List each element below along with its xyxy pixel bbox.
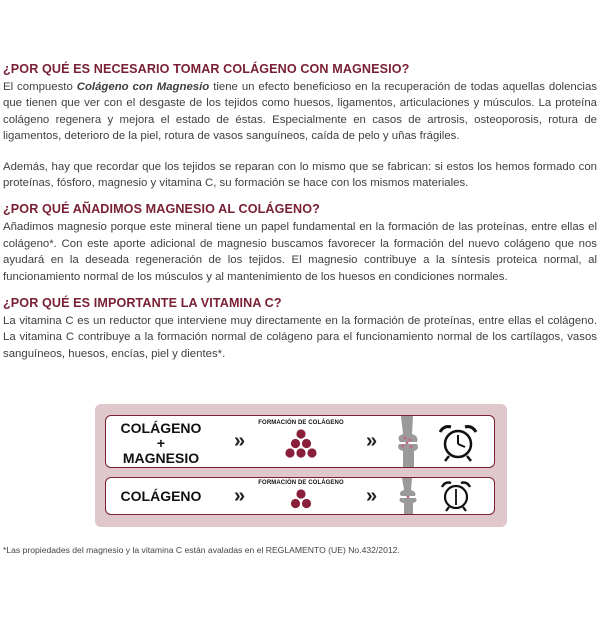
paragraph-magnesium: Añadimos magnesio porque este mineral tiene un papel fundamental en la formación de las proteínas, entre ellas el colágeno*. Con este aporte adicional de magnesio buscamos favorecer la formación del nuevo colágeno que nos ayudará en la deseada regeneración de los tejidos. El magnesio contribuye a la síntesis proteica normal, al funcionamiento normal de los músculos y al mantenimiento de los huesos en condiciones normales. (3, 221, 597, 283)
paragraph-compound-pre: El compuesto (3, 81, 77, 93)
dot (302, 499, 311, 508)
dot (302, 439, 311, 448)
heading-why-add-magnesium: ¿POR QUÉ AÑADIMOS MAGNESIO AL COLÁGENO? (3, 202, 320, 217)
dot (291, 499, 300, 508)
heading-why-collagen-magnesium: ¿POR QUÉ ES NECESARIO TOMAR COLÁGENO CON MAGNESIO? (3, 62, 410, 76)
row1-label (106, 421, 216, 466)
formation-label: FORMACIÓN DE COLÁGENO (258, 420, 344, 426)
alarm-clock-icon (439, 480, 473, 512)
label-magnesium: MAGNESIO (122, 450, 200, 466)
paragraph-compound-post: tiene un efecto beneficioso en la recuperación de todas aquellas dolencias que tienen que ver con el desgaste de los tejidos como huesos, ligamentos, articulaciones y músculos. La proteína colágeno regenera y mejora el estado de éstas. Especialmente en casos de artrosis, osteoporosis, rotura de ligamentos, deterioro de la piel, rotura de vasos sanguíneos, caída de pelo y uñas frágiles. (3, 81, 597, 143)
knee-joint-icon (391, 416, 425, 467)
paragraph-vitamin-c: La vitamina C es un reductor que interviene muy directamente en la formación de proteínas, entre ellas el colágeno. La vitamina C contribuye a la formación normal de colágeno para el funcionamiento normal de los cartílagos, vasos sanguíneos, huesos, encías, piel y dientes*. (3, 315, 597, 360)
knee-joint-icon (393, 478, 423, 514)
dot (307, 448, 316, 457)
heading-vitamin-c: ¿POR QUÉ ES IMPORTANTE LA VITAMINA C? (3, 296, 282, 311)
dot (291, 439, 300, 448)
dot (296, 489, 305, 498)
chevrons-icon: » (234, 485, 243, 507)
product-name: Colágeno con Magnesio (76, 81, 210, 93)
label-plus: + (156, 435, 166, 451)
chevrons-icon: » (366, 485, 375, 507)
chevrons-icon: » (366, 430, 375, 452)
dot (296, 429, 305, 438)
row-collagen (105, 477, 495, 515)
paragraph-tissues: Además, hay que recordar que los tejidos se reparan con lo mismo que se fabrican: si estos los hemos formado con proteínas, fósforo, magnesio y vitamina C, su formación se hace con los mismos materiales. (3, 160, 597, 190)
collagen-dots-pyramid (276, 488, 326, 512)
dot (285, 448, 294, 457)
alarm-clock-icon (436, 423, 480, 463)
content (3, 61, 597, 362)
label-collagen: COLÁGENO (120, 420, 202, 436)
dot (296, 448, 305, 457)
chevrons-icon: » (234, 430, 243, 452)
footnote: *Las propiedades del magnesio y la vitamina C están avaladas en el REGLAMENTO (UE) No.432/2012. (3, 545, 400, 555)
paragraph-compound (3, 79, 597, 145)
comparison-infographic (95, 404, 507, 527)
label-collagen: COLÁGENO (120, 488, 202, 504)
formation-label: FORMACIÓN DE COLÁGENO (258, 480, 344, 486)
collagen-dots-pyramid (276, 428, 326, 462)
row-collagen-magnesium (105, 415, 495, 468)
